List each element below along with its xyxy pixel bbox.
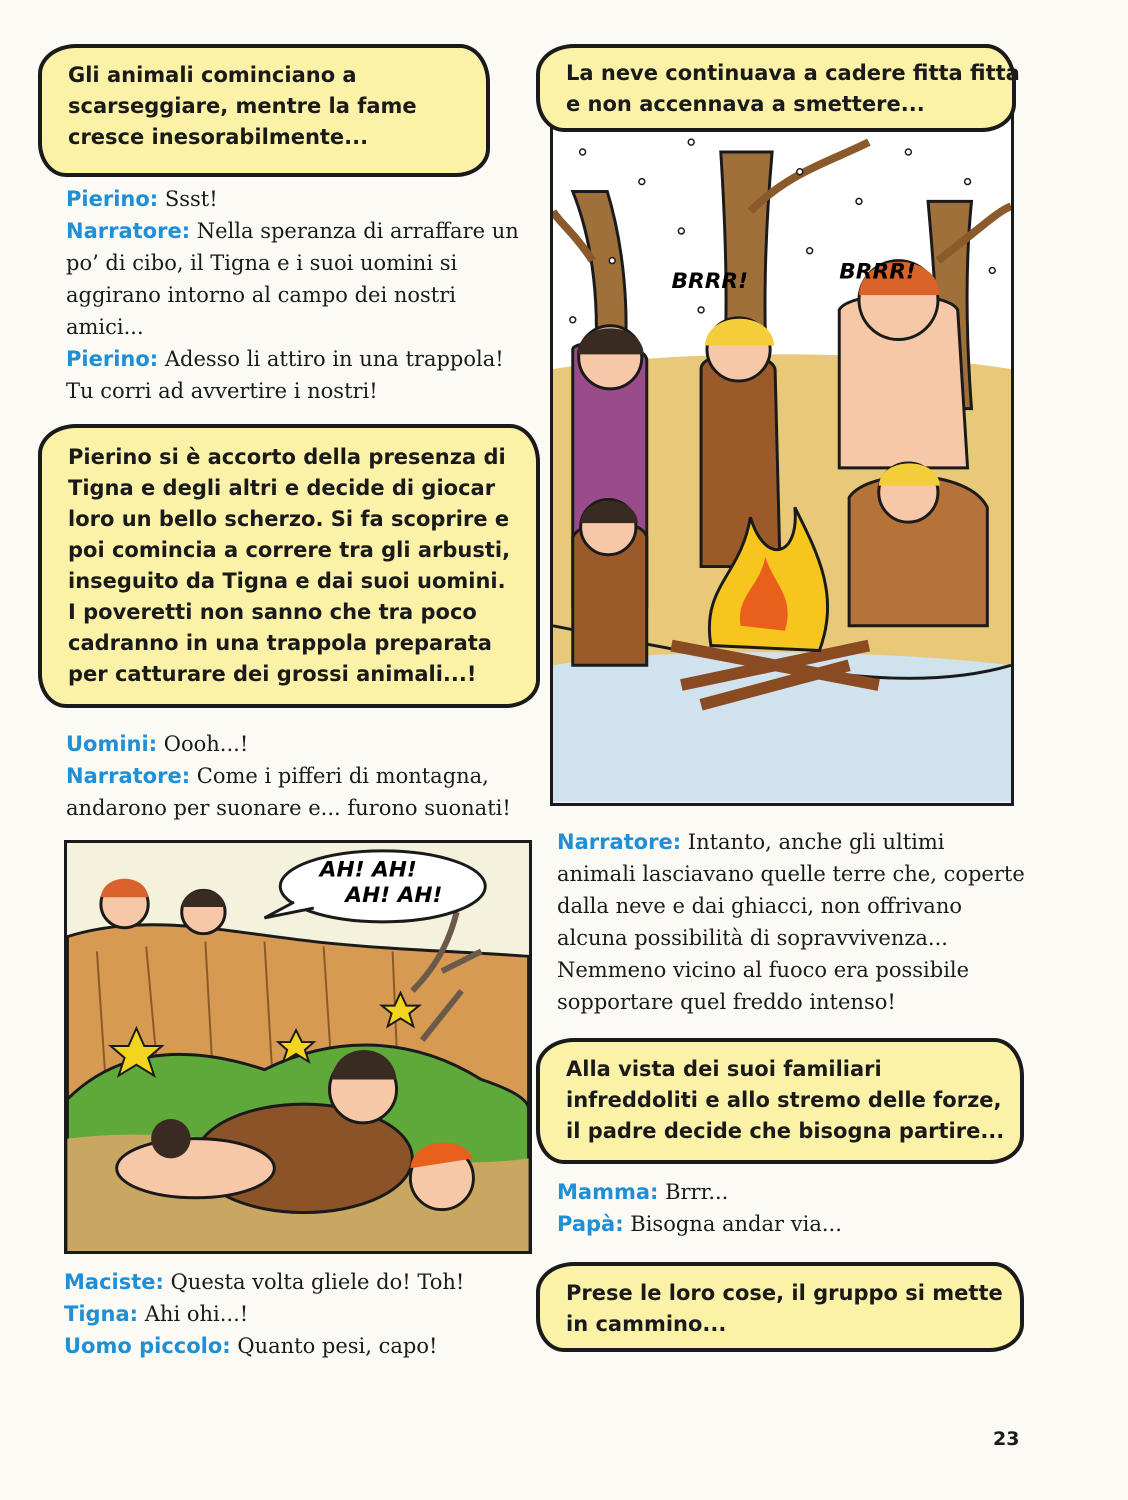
dialog-row: [64, 1298, 464, 1330]
caption-line: Prese le loro cose, il gruppo si mette: [566, 1281, 1003, 1305]
page-number: 23: [993, 1428, 1020, 1450]
dialog-text: andarono per suonare e... furono suonati!: [66, 796, 511, 820]
dialog-block-pifferi: [66, 728, 511, 824]
caption-line: cresce inesorabilmente...: [68, 125, 369, 149]
dialog-text: Nemmeno vicino al fuoco era possibile: [557, 958, 970, 982]
speaker-label: Uomini:: [66, 732, 158, 756]
shiver-sound-2: BRRR!: [839, 259, 916, 285]
dialog-row: [66, 343, 519, 375]
caption-line: inseguito da Tigna e dai suoi uomini.: [68, 569, 506, 593]
dialog-block-family: [557, 1176, 842, 1240]
caption-journey: [536, 1262, 1024, 1352]
dialog-text: Tu corri ad avvertire i nostri!: [66, 379, 378, 403]
caption-line: il padre decide che bisogna partire...: [566, 1119, 1005, 1143]
caption-line: cadranno in una trappola preparata: [68, 631, 492, 655]
dialog-text: dalla neve e dai ghiacci, non offrivano: [557, 894, 962, 918]
speaker-label: Uomo piccolo:: [64, 1334, 231, 1358]
caption-line: Pierino si è accorto della presenza di: [68, 445, 506, 469]
trap-scene-illustration: [67, 843, 529, 1251]
dialog-row: [557, 858, 1025, 890]
caption-line: Gli animali cominciano a: [68, 63, 357, 87]
caption-line: poi comincia a correre tra gli arbusti,: [68, 538, 511, 562]
caption-line: infreddoliti e allo stremo delle forze,: [566, 1088, 1002, 1112]
speaker-label: Tigna:: [64, 1302, 139, 1326]
dialog-text: Ahi ohi...!: [138, 1302, 249, 1326]
dialog-text: Come i pifferi di montagna,: [190, 764, 489, 788]
caption-line: in cammino...: [566, 1312, 727, 1336]
dialog-text: animali lasciavano quelle terre che, coperte: [557, 862, 1025, 886]
speaker-label: Pierino:: [66, 347, 159, 371]
dialog-block-trap: [66, 183, 519, 407]
dialog-row: [66, 728, 511, 760]
laugh-sound-2: AH! AH!: [345, 883, 443, 909]
dialog-text: amici...: [66, 315, 144, 339]
caption-line: e non accennava a smettere...: [566, 92, 925, 116]
caption-pierino-trick: [38, 424, 540, 708]
speaker-label: Papà:: [557, 1212, 624, 1236]
dialog-row: [66, 311, 519, 343]
caption-line: Alla vista dei suoi familiari: [566, 1057, 882, 1081]
shiver-sound-1: BRRR!: [671, 269, 749, 295]
dialog-row: [66, 183, 519, 215]
caption-line: I poveretti non sanno che tra poco: [68, 600, 477, 624]
comic-panel-campfire: [550, 108, 1014, 806]
dialog-text: po’ di cibo, il Tigna e i suoi uomini si: [66, 251, 458, 275]
caption-father-decides: [536, 1038, 1024, 1164]
dialog-text: Adesso li attiro in una trappola!: [158, 347, 504, 371]
dialog-text: aggirano intorno al campo dei nostri: [66, 283, 456, 307]
speaker-label: Narratore:: [557, 830, 682, 854]
dialog-text: Oooh...!: [157, 732, 249, 756]
dialog-text: Quanto pesi, capo!: [230, 1334, 438, 1358]
dialog-text: Questa volta gliele do! Toh!: [163, 1270, 465, 1294]
dialog-row: [66, 375, 519, 407]
dialog-row: [66, 247, 519, 279]
caption-animals-scarce: [38, 44, 490, 177]
speaker-label: Maciste:: [64, 1270, 164, 1294]
comic-panel-trap: [64, 840, 532, 1254]
speaker-label: Mamma:: [557, 1180, 659, 1204]
dialog-block-animals-leave: [557, 826, 1025, 1018]
campfire-scene-illustration: [553, 111, 1011, 803]
dialog-row: [66, 792, 511, 824]
laugh-sound-1: AH! AH!: [319, 857, 417, 883]
dialog-row: [64, 1266, 464, 1298]
dialog-row: [64, 1330, 464, 1362]
dialog-text: Ssst!: [158, 187, 218, 211]
dialog-text: Nella speranza di arraffare un: [190, 219, 519, 243]
speaker-label: Pierino:: [66, 187, 159, 211]
dialog-row: [557, 1176, 842, 1208]
dialog-row: [66, 760, 511, 792]
speaker-label: Narratore:: [66, 219, 191, 243]
dialog-row: [66, 279, 519, 311]
dialog-row: [66, 215, 519, 247]
dialog-row: [557, 890, 1025, 922]
dialog-row: [557, 1208, 842, 1240]
caption-snow: [536, 44, 1020, 132]
dialog-text: Intanto, anche gli ultimi: [681, 830, 945, 854]
dialog-text: Brrr...: [658, 1180, 729, 1204]
dialog-block-maciste: [64, 1266, 464, 1362]
dialog-row: [557, 922, 1025, 954]
speaker-label: Narratore:: [66, 764, 191, 788]
caption-line: per catturare dei grossi animali...!: [68, 662, 477, 686]
caption-line: loro un bello scherzo. Si fa scoprire e: [68, 507, 510, 531]
dialog-row: [557, 826, 1025, 858]
caption-line: La neve continuava a cadere fitta fitta: [566, 61, 1020, 85]
dialog-text: alcuna possibilità di sopravvivenza...: [557, 926, 948, 950]
dialog-text: sopportare quel freddo intenso!: [557, 990, 896, 1014]
dialog-row: [557, 986, 1025, 1018]
dialog-row: [557, 954, 1025, 986]
dialog-text: Bisogna andar via...: [623, 1212, 842, 1236]
caption-line: scarseggiare, mentre la fame: [68, 94, 417, 118]
caption-line: Tigna e degli altri e decide di giocar: [68, 476, 496, 500]
